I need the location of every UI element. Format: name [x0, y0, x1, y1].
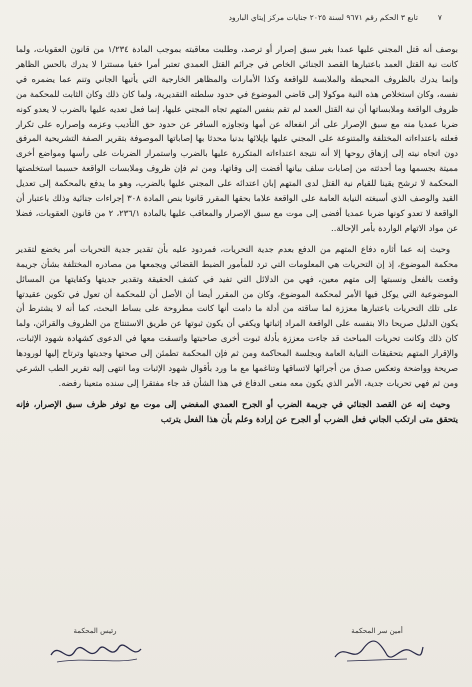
clerk-signature-scribble: [327, 637, 427, 667]
paragraph-charge-reclassification: بوصف أنه قتل المجني عليها عمدا بغير سبق إصرار أو ترصد، وطلبت معاقبته بموجب المادة ١/٢٣٤ من قانون العقوبات، ولما كانت نية القتل العمد باعتبارها القصد الجنائي الخاص في جرائم القتل العمدي تعتبر أمرا خفيا مستترا لا يدرك بالحس الظاهر وإنما يدرك بالظروف المحيطة والملابسة للواقعة وكذا الأمارات والمظاهر الخارجية التي يأتيها الجاني وتنم عما يضمره في نفسه، وكان استخلاص هذه النية موكولا إلى قاضي الموضوع في حدود سلطته التقديرية، ولما كان ذلك وكان الثابت للمحكمة من ظروف الواقعة وملابساتها أن نية القتل العمد لم تقم بنفس المتهم تجاه المجني عليها، إنما فعل تعديه عليها بالضرب لا يعدو كونه ضربا عمديا منه مع سبق الإصرار على أثر انفعاله عن أمها وتجاوزه السافر عن حدود حق التأديب وعزمه وإصراره على تكرار فعلته باعتداءاته المختلفة والمتنوعة على المجني عليها بإيلائها بدنيا محدثا بها إصاباتها الموصوفة بتقرير الصفة التشريحية المرفق دون اتجاه نيته إلى إزهاق روحها إلا أنه نتيجة اعتداءاته المتكررة عليها بالضرب واستمرار الضربات على رأسها ومواضع أخرى مميتة بجسمها وما أحدثته من إصابات سلف بيانها أفضت إلى وفاتها، ومن ثم فإن ظروف وملابسات الواقعة حسبما استخلصتها المحكمة لا ترشح يقينا للقيام نية القتل لدى المتهم إبان اعتدائه على المجني عليها بالضرب، وهو ما يدفع بالمحكمة إلى تعديل القيد والوصف الذي أسبغته النيابة العامة على الواقعة علاما بحقها المقرر قانونا بنص المادة ٣٠٨ إجراءات جنائية وذلك باعتبار أن الواقعة لا تعدو كونها ضربا عمديا أفضى إلى موت مع سبق الإصرار والمعاقب عليها بالمادة ٢٣٦/١، ٢ من قانون العقوبات، فضلا عن مواد الاتهام الواردة بأمر الإحالة..: [16, 44, 458, 233]
paragraph-investigations-defense: وحيث إنه عما أثاره دفاع المتهم من الدفع بعدم جدية التحريات، فمردود عليه بأن تقدير جدية التحريات أمر يخضع لتقدير محكمة الموضوع، إذ إن التحريات هي المعلومات التي ترد للمأمور الضبط القضائي ويجمعها من مصادره المختلفة بشأن جريمة وقعت بالفعل ونسبتها إلى متهم معين، فهي من الدلائل التي تفيد في كشف الحقيقة وتقدير جديتها وكفايتها من المسائل الموضوعية التي يوكل فيها الأمر لمحكمة الموضوع، وكان من المقرر أيضا أن الأصل أن للمحكمة أن تعول في تكوين عقيدتها على تلك التحريات باعتبارها معززة لما ساقته من أدلة ما دامت أنها كانت مطروحة على بساط البحث، كما أنه لا يشترط أن يكون الدليل صريحا دالا بنفسه على الواقعة المراد إثباتها ويكفي أن يكون ثبوتها عن طريق الاستنتاج من الظروف والقرائن، ولما كان ذلك وكانت تحريات المباحث قد جاءت معززة بأدلة ثبوت أخرى صاحبتها واتسقت معها في الدعوى كشهادة شهود الإثبات، والإقرار المتهم بتحقيقات النيابة العامة وبجلسة المحاكمة ومن ثم فإن المحكمة تطمئن إلى صحتها وجديتها وترتاح إليها لورودها صريحة وواضحة وتعكس صدق من أجرائها لاتساقها وتناغمها مع ما ورد بأقوال شهود الإثبات وما انتهى إليه تقرير الطب الشرعي ومن ثم فهي تحريات جدية، الأمر الذي يكون معه منعى الدفاع في هذا الشأن قد جاء مفتقرا إلى سنده متعينا رفضه.: [16, 243, 458, 388]
page-number: ٧: [437, 13, 442, 22]
clerk-signature-label: أمين سر المحكمة: [351, 627, 403, 635]
paragraph-criminal-intent: وحيث إنه عن القصد الجنائي في جريمة الضرب أو الجرح العمدي المفضي إلى موت مع توفر ظرف سبق الإصرار، فإنه يتحقق متى ارتكب الجاني فعل الضرب أو الجرح عن إرادة وعلم بأن هذا الفعل يترتب: [16, 398, 458, 424]
case-reference: تابع ٣ الحكم رقم ٩٦٧١ لسنة ٢٠٢٥ جنايات مركز إيتاي البارود: [228, 13, 418, 22]
page-header: [0, 10, 472, 26]
judge-signature-label: رئيس المحكمة: [73, 627, 117, 635]
judgment-body: [16, 42, 458, 433]
judge-signature: [40, 627, 150, 669]
judge-signature-scribble: [45, 637, 145, 667]
clerk-signature: [322, 627, 432, 669]
